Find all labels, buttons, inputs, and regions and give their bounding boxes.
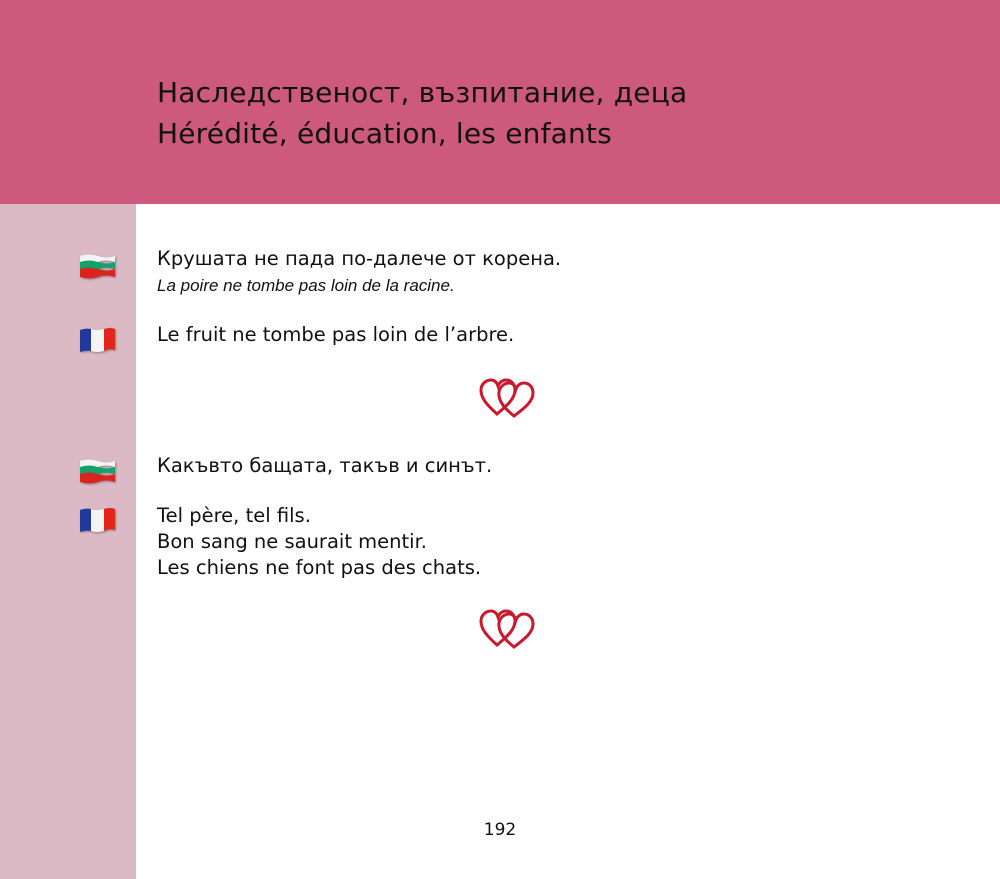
proverb-french-line: Tel père, tel fils. <box>157 504 311 527</box>
left-sidebar-band <box>0 204 136 879</box>
proverb-bulgarian: Крушата не пада по-далече от корена. <box>157 247 562 270</box>
title-bulgarian: Наследственост, възпитание, деца <box>157 76 688 109</box>
double-hearts-icon <box>478 376 538 418</box>
france-flag-icon <box>79 327 116 354</box>
bulgaria-flag-icon <box>79 253 116 280</box>
page-number: 192 <box>483 820 517 840</box>
double-hearts-icon <box>478 607 538 649</box>
title-french: Hérédité, éducation, les enfants <box>157 117 612 150</box>
proverb-literal-translation: La poire ne tombe pas loin de la racine. <box>157 276 455 295</box>
proverb-bulgarian: Какъвто бащата, такъв и синът. <box>157 454 493 477</box>
france-flag-icon <box>79 507 116 534</box>
proverb-french-line: Le fruit ne tombe pas loin de l’arbre. <box>157 323 515 346</box>
bulgaria-flag-icon <box>79 458 116 485</box>
proverb-french-line: Les chiens ne font pas des chats. <box>157 556 482 579</box>
proverb-french-line: Bon sang ne saurait mentir. <box>157 530 428 553</box>
page-header <box>0 0 1000 204</box>
